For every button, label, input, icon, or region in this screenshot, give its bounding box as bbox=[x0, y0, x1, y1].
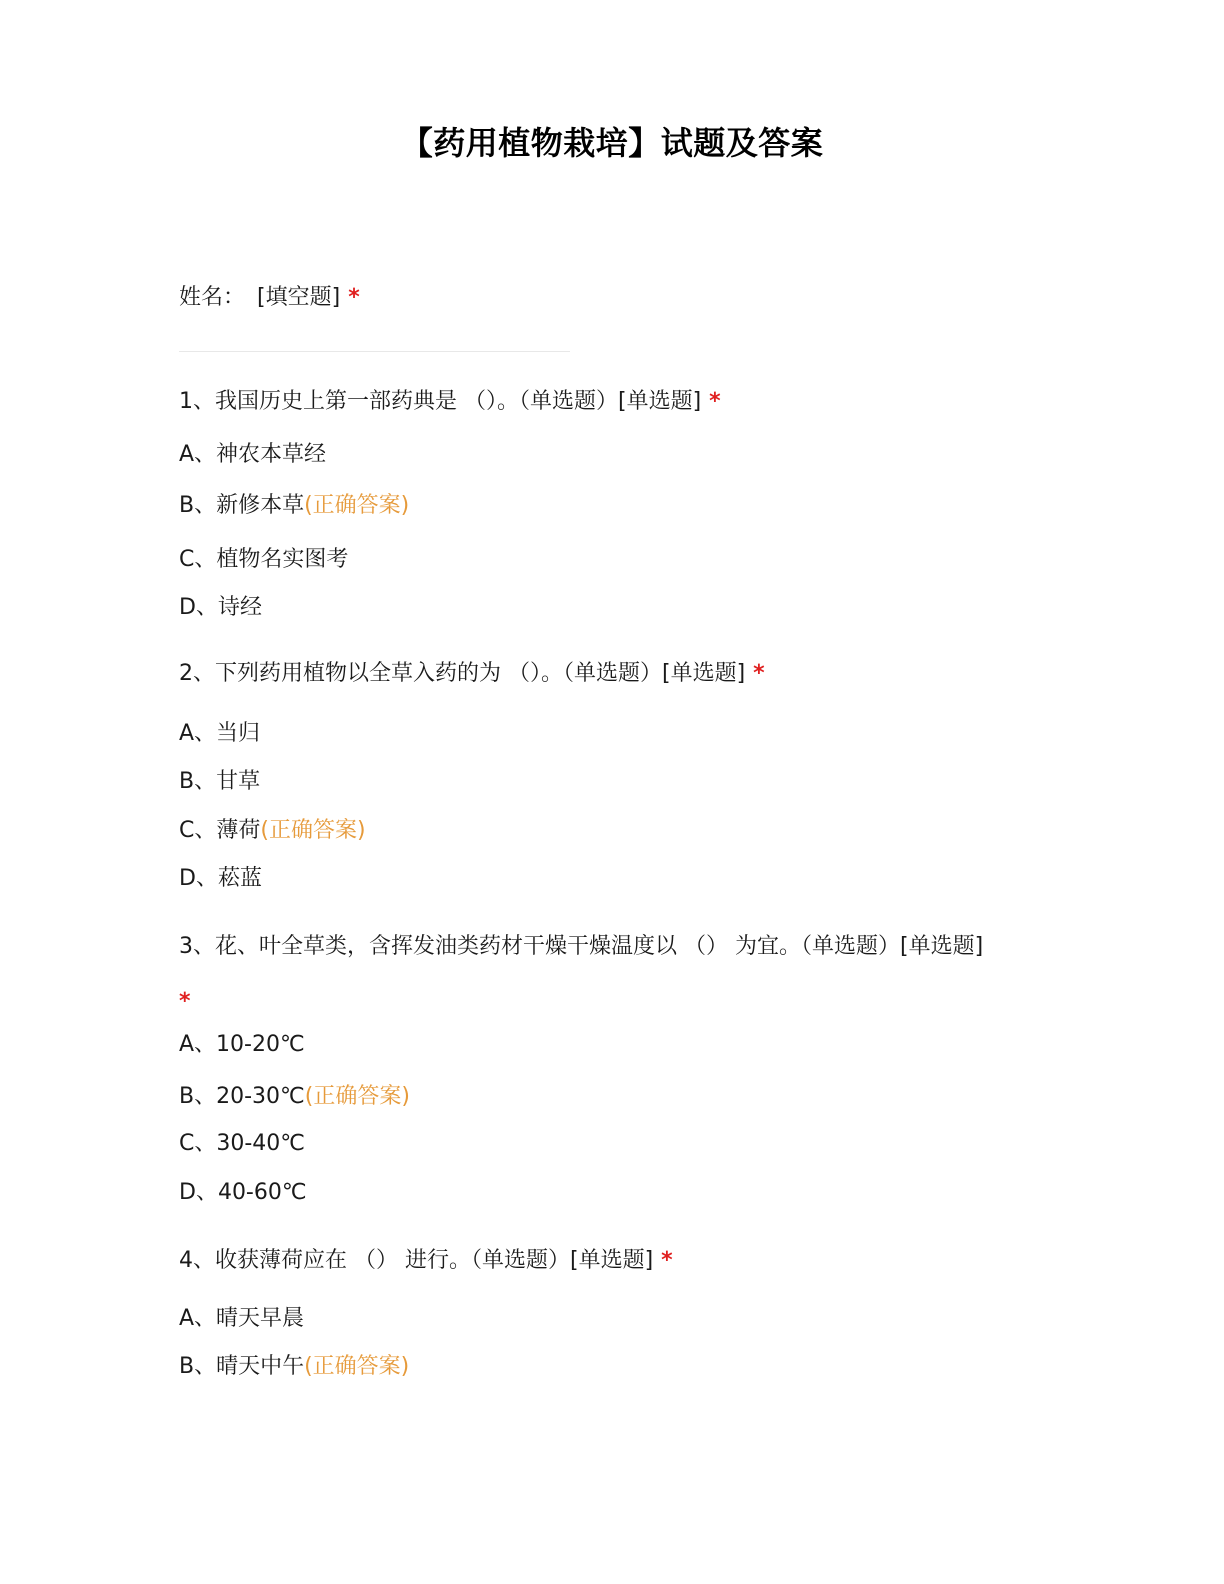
required-mark: * bbox=[753, 661, 765, 686]
question-4-option-a[interactable] bbox=[179, 1304, 304, 1334]
option-text: D、菘蓝 bbox=[179, 866, 262, 891]
question-2-option-c[interactable] bbox=[179, 816, 366, 846]
option-text: B、新修本草 bbox=[179, 493, 305, 518]
option-text: A、当归 bbox=[179, 721, 261, 746]
correct-answer-tag: (正确答案) bbox=[304, 493, 410, 518]
question-3-option-c[interactable] bbox=[179, 1129, 305, 1159]
required-mark: * bbox=[661, 1248, 673, 1273]
option-text: A、神农本草经 bbox=[179, 442, 327, 467]
question-3-option-d[interactable] bbox=[179, 1178, 307, 1208]
correct-answer-tag: (正确答案) bbox=[304, 1354, 410, 1379]
correct-answer-tag: (正确答案) bbox=[260, 818, 366, 843]
question-text: 2、下列药用植物以全草入药的为 （）。（单选题）[单选题] bbox=[179, 661, 746, 686]
question-1-option-b[interactable] bbox=[179, 491, 409, 521]
option-text: C、薄荷 bbox=[179, 818, 261, 843]
name-input-line[interactable] bbox=[179, 351, 570, 352]
option-text: C、30-40℃ bbox=[179, 1131, 305, 1156]
question-1-title bbox=[179, 387, 721, 417]
question-3-title bbox=[179, 932, 983, 962]
option-text: A、晴天早晨 bbox=[179, 1306, 305, 1331]
question-1-option-d[interactable] bbox=[179, 593, 262, 623]
question-text: 1、我国历史上第一部药典是 （）。（单选题）[单选题] bbox=[179, 389, 702, 414]
question-2-title bbox=[179, 659, 765, 689]
question-2-option-b[interactable] bbox=[179, 767, 260, 797]
name-field-label: 姓名： bbox=[179, 285, 246, 310]
option-text: D、40-60℃ bbox=[179, 1180, 307, 1205]
option-text: B、20-30℃ bbox=[179, 1084, 305, 1109]
required-mark: * bbox=[179, 989, 191, 1014]
name-field-prompt bbox=[179, 283, 360, 313]
question-text: 3、花、叶全草类，含挥发油类药材干燥干燥温度以 （） 为宜。（单选题）[单选题] bbox=[179, 934, 984, 959]
question-4-title bbox=[179, 1246, 673, 1276]
question-2-option-d[interactable] bbox=[179, 864, 262, 894]
option-text: D、诗经 bbox=[179, 595, 262, 620]
question-3-option-b[interactable] bbox=[179, 1082, 410, 1112]
question-4-option-b[interactable] bbox=[179, 1352, 409, 1382]
option-text: B、甘草 bbox=[179, 769, 261, 794]
option-text: A、10-20℃ bbox=[179, 1032, 305, 1057]
required-mark: * bbox=[709, 389, 721, 414]
question-3-required bbox=[179, 987, 191, 1017]
question-1-option-a[interactable] bbox=[179, 440, 326, 470]
name-field-type: [填空题] bbox=[257, 285, 341, 310]
question-1-option-c[interactable] bbox=[179, 545, 348, 575]
correct-answer-tag: (正确答案) bbox=[304, 1084, 410, 1109]
question-text: 4、收获薄荷应在 （） 进行。（单选题）[单选题] bbox=[179, 1248, 654, 1273]
option-text: B、晴天中午 bbox=[179, 1354, 305, 1379]
question-3-option-a[interactable] bbox=[179, 1030, 305, 1060]
option-text: C、植物名实图考 bbox=[179, 547, 349, 572]
question-2-option-a[interactable] bbox=[179, 719, 260, 749]
required-mark: * bbox=[348, 285, 360, 310]
page-title: 【药用植物栽培】试题及答案 bbox=[400, 124, 824, 162]
